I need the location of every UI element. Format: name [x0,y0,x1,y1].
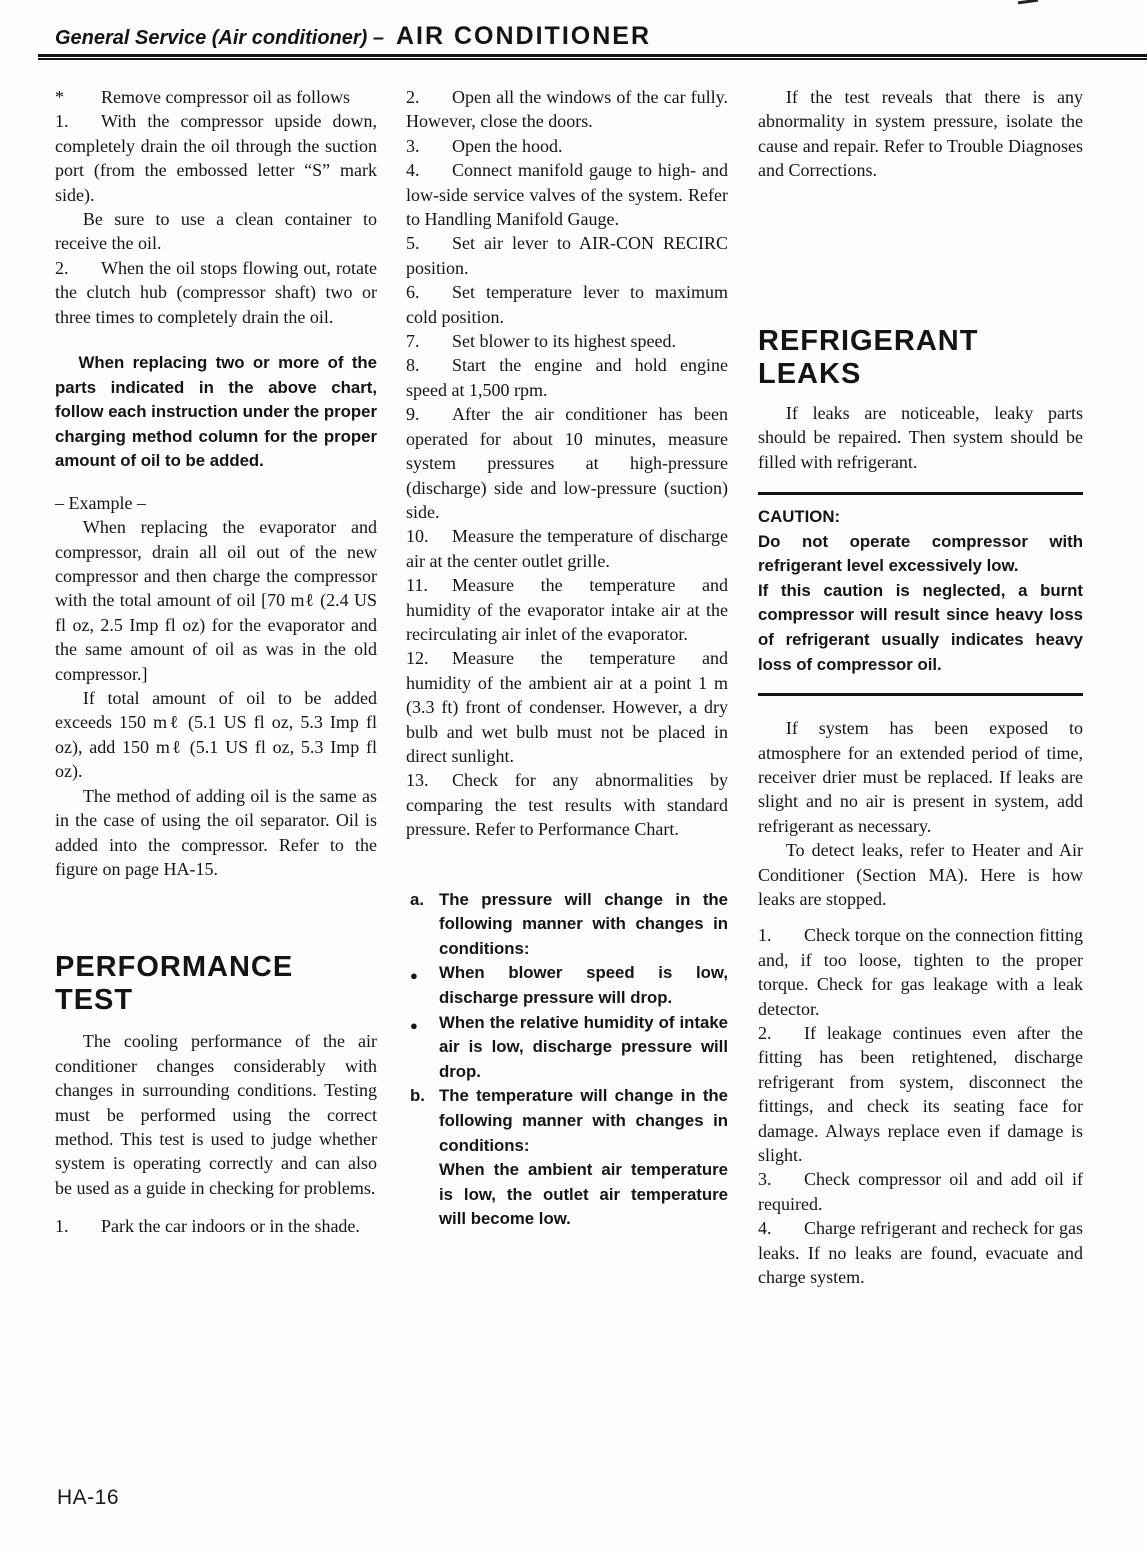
caution-text: If this caution is neglected, a burnt compressor will result since heavy loss of refrigerant usually indicates heavy loss of compressor oil. [758,580,1083,674]
step-text: Check for any abnormalities by comparing the test results with standard pressure. Refer to Performance Chart. [406,770,728,840]
step-label: 12. [406,648,429,669]
caution-heading: CAUTION: [758,506,841,526]
step-label: 1. [55,1216,69,1237]
step-label: 7. [406,331,420,352]
note-label: a. [410,889,424,909]
step-text: Measure the temperature and humidity of the evaporator intake air at the recirculating air inlet of the evaporator. [406,575,728,644]
step-text: Set blower to its highest speed. [452,331,676,352]
section-heading-performance-test: PERFORMANCE TEST [55,951,294,1017]
paragraph: If system has been exposed to atmosphere for an extended period of time, receiver drier must be replaced. If leaks are slight and no air is present in system, add refrigerant as necessary. [758,718,1083,836]
step-label: 3. [758,1169,772,1190]
step-text: Charge refrigerant and recheck for gas leaks. If no leaks are found, evacuate and charge system. [758,1218,1083,1288]
step-text: Open the hood. [452,135,563,156]
note-item-b [406,1084,728,1158]
step-label: 2. [55,257,69,278]
bullet-icon: ● [410,968,418,984]
step-item [406,280,728,329]
step-item [406,353,728,402]
step-item [406,134,728,158]
step-item [406,524,728,573]
step-item [406,402,728,524]
header-page-title: AIR CONDITIONER [396,22,651,50]
step-text: Check torque on the connection fitting and, if too loose, tighten to the proper torque. Check for gas leakage with a leak detector. [758,925,1083,1019]
header-rule [38,54,1147,60]
step-item [758,1216,1083,1289]
step-label: * [55,87,64,107]
step-label: 3. [406,135,420,156]
step-text: Open all the windows of the car fully. However, close the doors. [406,87,728,132]
note-text: The temperature will change in the following manner with changes in conditions: [439,1086,728,1155]
step-label: 4. [758,1218,772,1239]
step-label: 5. [406,233,420,254]
paragraph: To detect leaks, refer to Heater and Air Conditioner (Section MA). Here is how leaks are stopped. [758,840,1083,909]
step-item [406,768,728,841]
step-label: 2. [406,87,420,107]
note-text: The pressure will change in the following manner with changes in conditions: [439,889,728,958]
step-text: Measure the temperature and humidity of the ambient air at a point 1 m (3.3 ft) front of condenser. However, a dry bulb and wet bulb must not be placed in direct sunlight. [406,648,728,766]
step-text: Remove compressor oil as follows [101,87,350,107]
step-text: After the air conditioner has been operated for about 10 minutes, measure system pressures at high-pressure (discharge) side and low-pressure (suction) side. [406,404,728,522]
step-label: 6. [406,282,420,303]
step-item [406,85,728,134]
step-item [758,1021,1083,1167]
step-text: Start the engine and hold engine speed at 1,500 rpm. [406,355,728,400]
note-label: b. [410,1086,425,1106]
section-heading-refrigerant-leaks: REFRIGERANT LEAKS [758,324,979,390]
caution-text: Do not operate compressor with refrigerant level excessively low. [758,531,1083,576]
bold-note: When replacing two or more of the parts indicated in the above chart, follow each instruction under the proper charging method column for the proper amount of oil to be added. [55,353,377,471]
page-header [55,22,1137,51]
step-item [406,158,728,231]
step-label: 9. [406,404,420,425]
paragraph: The method of adding oil is the same as in the case of using the oil separator. Oil is added into the compressor. Refer to the figure on page HA-15. [55,785,377,879]
bullet-item [406,961,728,1010]
step-label: 4. [406,160,420,181]
step-item [758,1167,1083,1216]
step-item [758,923,1083,1021]
step-text: If leakage continues even after the fitting has been retightened, discharge refrigerant from system, disconnect the fittings, and check its seating face for damage. Always replace even if damage is slight. [758,1022,1083,1165]
header-section-title: General Service (Air conditioner) – [55,27,384,49]
step-text: Measure the temperature of discharge air at the center outlet grille. [406,526,728,571]
step-label: 2. [758,1022,772,1043]
paragraph: If leaks are noticeable, leaky parts should be repaired. Then system should be filled with refrigerant. [758,402,1083,472]
step-text: Set temperature lever to maximum cold position. [406,282,728,327]
step-text: Connect manifold gauge to high- and low-side service valves of the system. Refer to Handling Manifold Gauge. [406,160,728,230]
paragraph: The cooling performance of the air conditioner changes considerably with changes in surrounding conditions. Testing must be performed using the correct method. This test is used to judge whether system is operating correctly and can also be used as a guide in checking for problems. [55,1031,377,1198]
condition-notes [406,888,728,1232]
step-label: 1. [758,925,772,946]
step-item [55,256,377,329]
step-label: 13. [406,770,429,791]
step-label: 10. [406,526,429,547]
footer-page-number: HA-16 [57,1486,120,1509]
step-item [406,329,728,353]
step-text: Park the car indoors or in the shade. [101,1216,360,1237]
paragraph: If total amount of oil to be added exceeds 150 mℓ (5.1 US fl oz, 5.3 Imp fl oz), add 150 mℓ (5.1 US fl oz, 5.3 Imp fl oz). [55,688,377,782]
step-text: With the compressor upside down, completely drain the oil through the suction port (from the embossed letter “S” mark side). [55,111,377,205]
bullet-text: When the relative humidity of intake air is low, discharge pressure will drop. [439,1012,728,1081]
step-text: Check compressor oil and add oil if required. [758,1169,1083,1214]
paragraph: Be sure to use a clean container to receive the oil. [55,209,377,254]
example-label: – Example – [55,492,146,513]
column-left [55,85,377,1239]
step-item [406,231,728,280]
caution-box [758,492,1083,696]
step-label: 8. [406,355,420,376]
column-middle [406,85,728,1232]
bullet-icon: ● [410,1017,418,1033]
bullet-text: When blower speed is low, discharge pressure will drop. [439,963,728,1007]
note-item-b-continued: When the ambient air temperature is low, the outlet air temperature will become low. [439,1160,728,1229]
step-label: 1. [55,111,69,132]
paragraph: If the test reveals that there is any abnormality in system pressure, isolate the cause and repair. Refer to Trouble Diagnoses and Corrections. [758,87,1083,181]
step-item [55,85,377,109]
step-label: 11. [406,575,428,596]
step-item [406,646,728,768]
step-text: When the oil stops flowing out, rotate the clutch hub (compressor shaft) two or three times to completely drain the oil. [55,257,377,327]
step-item [55,1214,377,1238]
bullet-item [406,1011,728,1085]
step-text: Set air lever to AIR-CON RECIRC position. [406,233,728,278]
step-item [406,573,728,646]
scan-artifact [1018,0,1038,4]
column-right [758,85,1083,1289]
paragraph: When replacing the evaporator and compressor, drain all oil out of the new compressor and then charge the compressor with the total amount of oil [70 mℓ (2.4 US fl oz, 2.5 Imp fl oz) for the evaporator and the same amount of oil as was in the old compressor.] [55,517,377,684]
step-item [55,109,377,207]
note-item-a [406,888,728,962]
